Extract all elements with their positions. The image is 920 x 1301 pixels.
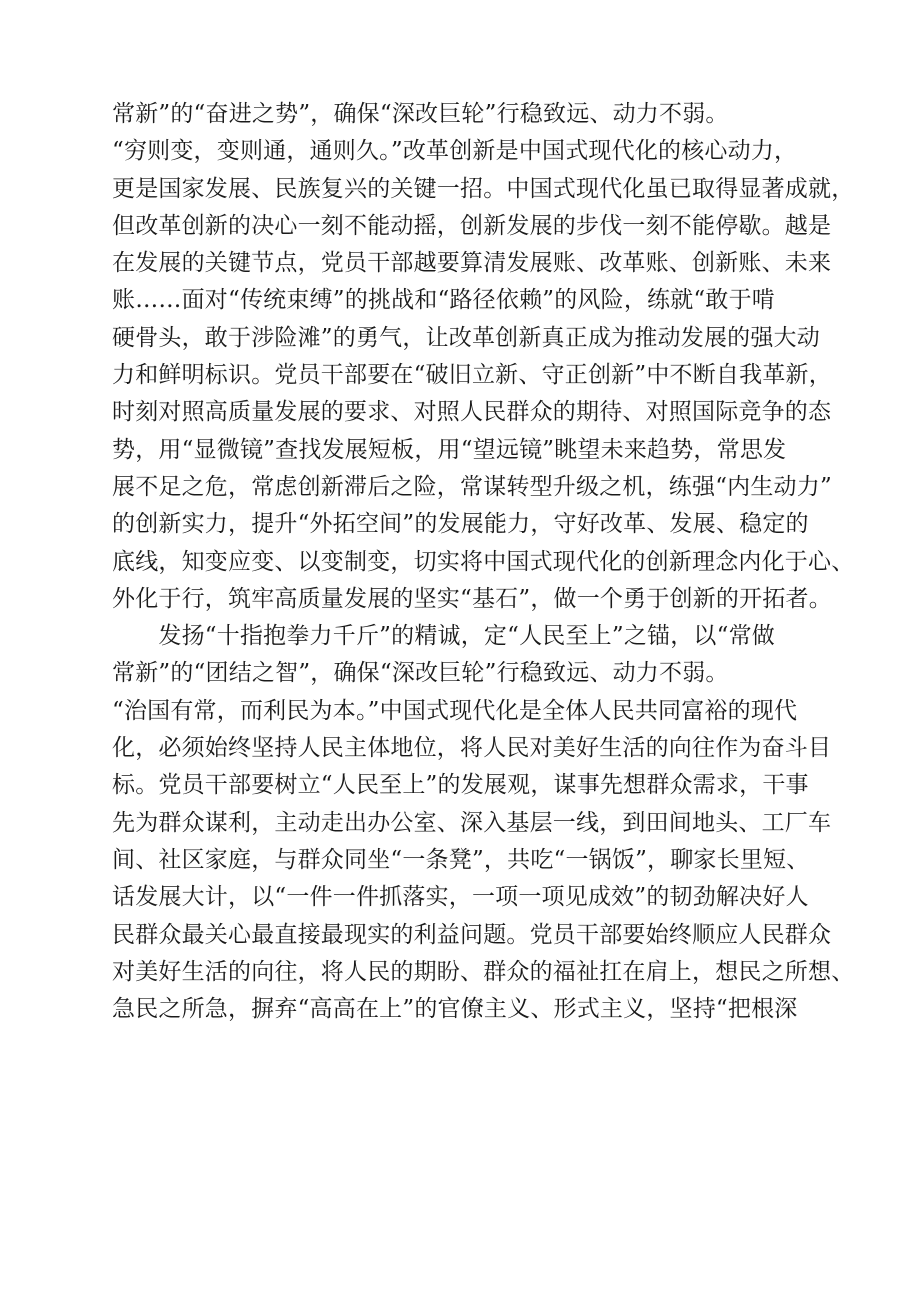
body-text	[112, 96, 872, 1028]
text-line: 底线，知变应变、以变制变，切实将中国式现代化的创新理念内化于心、	[112, 548, 855, 575]
text-line: 但改革创新的决心一刻不能动摇，创新发展的步伐一刻不能停歇。越是	[112, 212, 832, 239]
text-line: 更是国家发展、民族复兴的关键一招。中国式现代化虽已取得显著成就，	[112, 175, 855, 202]
text-line: 时刻对照高质量发展的要求、对照人民群众的期待、对照国际竞争的态	[112, 399, 832, 426]
text-line: 发扬“十指抱拳力千斤”的精诚，定“人民至上”之锚，以“常做	[112, 623, 775, 650]
text-line: 力和鲜明标识。党员干部要在“破旧立新、守正创新”中不断自我革新，	[112, 362, 832, 389]
text-line: 账……面对“传统束缚”的挑战和“路径依赖”的风险，练就“敢于啃	[112, 287, 775, 314]
text-line: 急民之所急，摒弃“高高在上”的官僚主义、形式主义，坚持“把根深	[112, 996, 798, 1023]
text-line: 的创新实力，提升“外拓空间”的发展能力，守好改革、发展、稳定的	[112, 511, 809, 538]
text-line: 间、社区家庭，与群众同坐“一条凳”，共吃“一锅饭”，聊家长里短、	[112, 846, 810, 873]
text-line: 先为群众谋利，主动走出办公室、深入基层一线，到田间地头、工厂车	[112, 809, 832, 836]
text-line: 民群众最关心最直接最现实的利益问题。党员干部要始终顺应人民群众	[112, 921, 832, 948]
text-line: 展不足之危，常虑创新滞后之险，常谋转型升级之机，练强“内生动力”	[112, 473, 832, 500]
text-line: 在发展的关键节点，党员干部越要算清发展账、改革账、创新账、未来	[112, 250, 832, 277]
text-line: 常新”的“奋进之势”，确保“深改巨轮”行稳致远、动力不弱。	[112, 101, 729, 127]
text-line: 化，必须始终坚持人民主体地位，将人民对美好生活的向往作为奋斗目	[112, 735, 832, 762]
text-line: “治国有常，而利民为本。”中国式现代化是全体人民共同富裕的现代	[112, 697, 798, 724]
text-line: 标。党员干部要树立“人民至上”的发展观，谋事先想群众需求，干事	[112, 772, 809, 799]
text-line: 外化于行，筑牢高质量发展的坚实“基石”，做一个勇于创新的开拓者。	[112, 585, 832, 612]
text-line: 话发展大计，以“一件一件抓落实，一项一项见成效”的韧劲解决好人	[112, 884, 809, 911]
text-line: “穷则变，变则通，通则久。”改革创新是中国式现代化的核心动力，	[112, 138, 798, 165]
text-line: 势，用“显微镜”查找发展短板，用“望远镜”眺望未来趋势，常思发	[112, 436, 787, 463]
text-line: 常新”的“团结之智”，确保“深改巨轮”行稳致远、动力不弱。	[112, 660, 729, 687]
text-line: 对美好生活的向往，将人民的期盼、群众的福祉扛在肩上，想民之所想、	[112, 958, 855, 985]
text-line: 硬骨头，敢于涉险滩”的勇气，让改革创新真正成为推动发展的强大动	[112, 324, 820, 351]
